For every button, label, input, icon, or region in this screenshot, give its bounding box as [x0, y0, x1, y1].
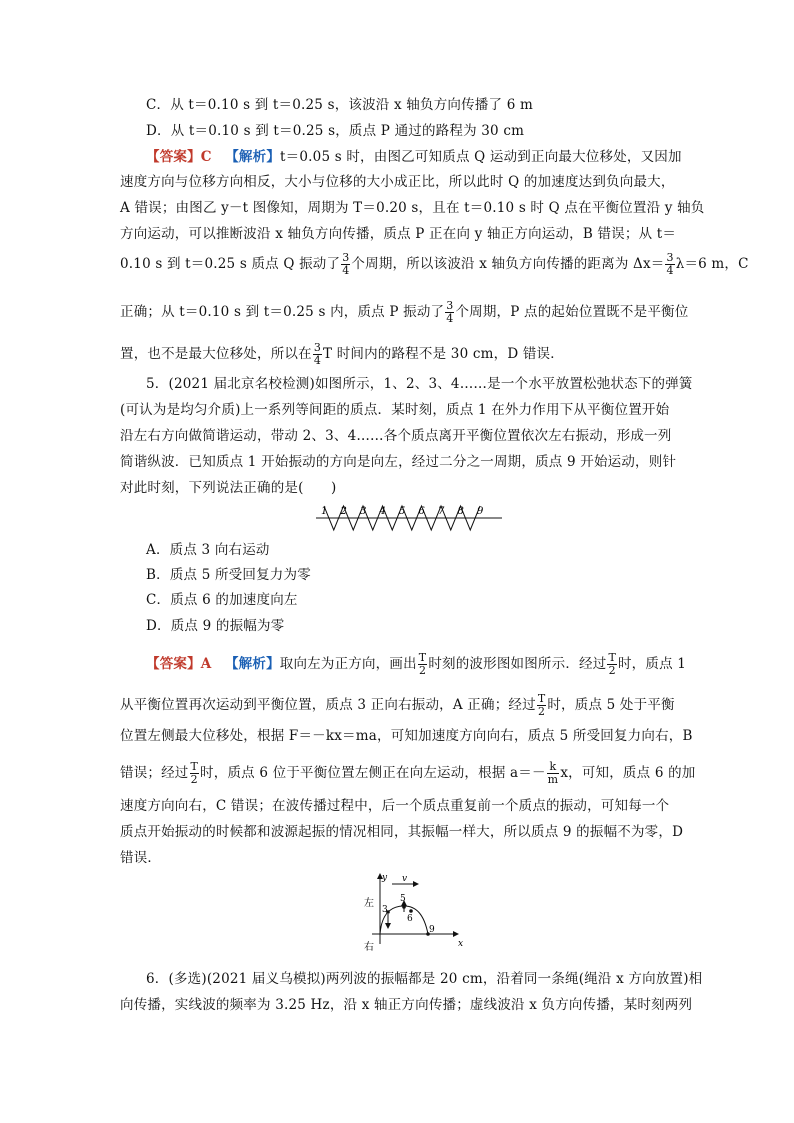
point-6-label: 6 [407, 914, 413, 924]
analysis-line [120, 693, 675, 718]
option-a[interactable]: A．质点 3 向右运动 [146, 542, 270, 558]
fraction-T-2: $\frac{T}{2}$ [418, 651, 427, 677]
spring-point-label: 8 [457, 506, 464, 517]
answer-label: 【答案】C [146, 149, 212, 165]
point-3-label: 3 [382, 905, 388, 915]
spring-point-label: 7 [438, 506, 445, 517]
waveform-figure [358, 870, 468, 954]
text: 错误；经过 [120, 765, 189, 781]
fraction-3-4: $\frac{3}{4}$ [446, 299, 454, 325]
text: 个周期，所以该波沿 x 轴负方向传播的距离为 Δx＝ [351, 256, 665, 272]
point-9-label: 9 [429, 925, 435, 935]
analysis-line: 位置左侧最大位移处，根据 F＝－kx＝ma，可知加速度方向向右，质点 5 所受回复力向右，B [120, 728, 693, 744]
text: 时刻的波形图如图所示．经过 [428, 656, 607, 672]
fraction-k-m: $\frac{k}{m}$ [547, 760, 559, 786]
answer-line-prev [146, 148, 682, 166]
analysis-line [120, 342, 564, 367]
question-6-stem: 6．(多选)(2021 届义乌模拟)两列波的振幅都是 20 cm，沿着同一条绳(绳沿 x 方向放置)相 [146, 971, 703, 987]
question-6-stem: 向传播，实线波的频率为 3.25 Hz，沿 x 轴正方向传播；虚线波沿 x 负方向传播，某时刻两列 [120, 997, 693, 1013]
analysis-line: 质点开始振动的时候都和波源起振的情况相同，其振幅一样大，所以质点 9 的振幅不为零，D [120, 824, 684, 840]
spring-point-label: 1 [321, 506, 328, 517]
analysis-line: 速度方向与位移方向相反，大小与位移的大小成正比，所以此时 Q 的加速度达到负向最大， [120, 174, 675, 190]
option-c-prev: C．从 t＝0.10 s 到 t＝0.25 s，该波沿 x 轴负方向传播了 6 m [146, 97, 533, 113]
x-label: x [458, 939, 464, 949]
text: x，可知，质点 6 的加 [560, 765, 696, 781]
question-5-stem: 简谐纵波．已知质点 1 开始振动的方向是向左，经过二分之一周期，质点 9 开始运动，则针 [120, 454, 677, 470]
spring-figure [316, 502, 506, 532]
option-d[interactable]: D．质点 9 的振幅为零 [146, 618, 285, 634]
spring-point-label: 3 [360, 506, 367, 517]
fraction-3-4: $\frac{3}{4}$ [342, 251, 350, 277]
fraction-T-2: $\frac{T}{2}$ [190, 760, 199, 786]
analysis-line: 方向运动，可以推断波沿 x 轴负方向传播，质点 P 正在向 y 轴正方向运动，B 错误；从 t＝ [120, 226, 677, 242]
text: 正确；从 t＝0.10 s 到 t＝0.25 s 内，质点 P 振动了 [120, 304, 445, 320]
analysis-line: A 错误；由图乙 y－t 图像知，周期为 T＝0.20 s，且在 t＝0.10 s 时 Q 点在平衡位置沿 y 轴负 [120, 200, 705, 216]
spring-point-label: 6 [418, 506, 425, 517]
question-5-stem: 对此时刻，下列说法正确的是( ) [120, 480, 337, 496]
option-b[interactable]: B．质点 5 所受回复力为零 [146, 567, 311, 583]
text: 0.10 s 到 t＝0.25 s 质点 Q 振动了 [120, 256, 341, 272]
option-d-prev: D．从 t＝0.10 s 到 t＝0.25 s，质点 P 通过的路程为 30 cm [146, 123, 525, 139]
fraction-3-4: $\frac{3}{4}$ [666, 251, 674, 277]
point-5-label: 5 [400, 894, 406, 904]
text: 时，质点 6 位于平衡位置左侧正在向左运动，根据 a＝－ [200, 765, 546, 781]
left-label: 左 [364, 898, 374, 909]
option-c[interactable]: C．质点 6 的加速度向左 [146, 592, 298, 608]
analysis-label: 【解析】 [225, 149, 281, 165]
question-5-stem: (可认为是均匀介质)上一系列等间距的质点．某时刻，质点 1 在外力作用下从平衡位置开始 [120, 402, 670, 418]
answer-line [146, 652, 686, 677]
text: 时，质点 5 处于平衡 [547, 697, 675, 713]
text: 时，质点 1 [617, 656, 687, 672]
spring-point-label: 2 [340, 506, 347, 517]
text: 置，也不是最大位移处，所以在 [120, 346, 312, 362]
question-5-stem: 5．(2021 届北京名校检测)如图所示，1、2、3、4……是一个水平放置松弛状态下的弹簧 [146, 376, 693, 392]
text: λ＝6 m，C [675, 256, 749, 272]
analysis-text: t＝0.05 s 时，由图乙可知质点 Q 运动到正向最大位移处，又因加 [280, 149, 682, 165]
point-5-dot [402, 905, 406, 909]
analysis-line: 错误． [120, 850, 162, 866]
fraction-T-2: $\frac{T}{2}$ [537, 692, 546, 718]
fraction-T-2: $\frac{T}{2}$ [608, 651, 616, 677]
v-label: v [402, 874, 408, 884]
y-label: y [382, 873, 388, 883]
answer-label: 【答案】A [146, 656, 212, 672]
text: T 时间内的路程不是 30 cm，D 错误． [323, 346, 564, 362]
right-label: 右 [364, 942, 374, 953]
point-6-dot [409, 909, 413, 913]
text: 取向左为正方向，画出 [279, 656, 417, 672]
text: 从平衡位置再次运动到平衡位置，质点 3 正向右振动，A 正确；经过 [120, 697, 536, 713]
spring-point-label: 5 [399, 506, 406, 517]
analysis-line: 速度方向向右，C 错误；在波传播过程中，后一个质点重复前一个质点的振动，可知每一个 [120, 798, 670, 814]
analysis-line [120, 300, 688, 325]
analysis-line [120, 761, 696, 786]
analysis-label: 【解析】 [224, 656, 280, 672]
text: 个周期，P 点的起始位置既不是平衡位 [455, 304, 689, 320]
spring-point-label: 4 [379, 506, 386, 517]
fraction-3-4: $\frac{3}{4}$ [313, 341, 322, 367]
analysis-line [120, 252, 749, 277]
question-5-stem: 沿左右方向做简谐运动，带动 2、3、4……各个质点离开平衡位置依次左右振动，形成一列 [120, 428, 672, 444]
spring-point-label: 9 [477, 506, 484, 517]
